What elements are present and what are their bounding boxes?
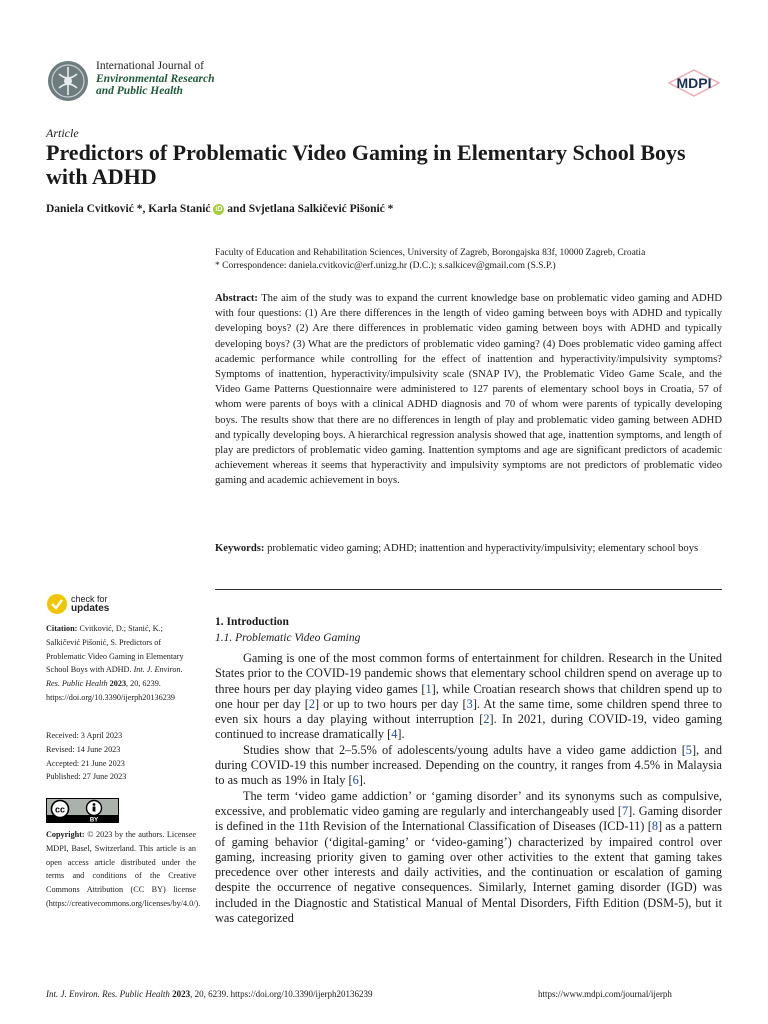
citation-text: Cvitković, D.; Stanić, K.; Salkičević Pišonić, S. Predictors of Problematic Video Gaming in Elementary School Boys with ADHD. — [46, 624, 184, 675]
page-title: Predictors of Problematic Video Gaming in Elementary School Boys with ADHD — [46, 140, 686, 189]
date-revised: Revised: 14 June 2023 — [46, 744, 121, 754]
copyright — [46, 828, 201, 911]
footer-journal: Int. J. Environ. Res. Public Health — [46, 989, 170, 999]
citation-link[interactable]: 4 — [391, 727, 398, 742]
author-2[interactable]: Karla Stanić — [148, 203, 211, 215]
keywords — [215, 541, 722, 556]
journal-name — [96, 60, 215, 98]
citation-link[interactable]: 2 — [483, 712, 490, 727]
journal-name-line2: Environmental Research — [96, 72, 215, 85]
keywords-label: Keywords: — [215, 543, 265, 554]
keywords-text: problematic video gaming; ADHD; inattention and hyperactivity/impulsivity; elementary school boys — [267, 543, 699, 554]
date-accepted: Accepted: 21 June 2023 — [46, 758, 125, 768]
journal-name-line3: and Public Health — [96, 85, 183, 97]
check-for-updates-label[interactable] — [71, 595, 109, 613]
citation-label: Citation: — [46, 624, 78, 633]
journal-name-line1: International Journal of — [96, 60, 204, 72]
author-3[interactable]: and Svjetlana Salkičević Pišonić * — [227, 203, 394, 215]
cc-text: cc — [54, 804, 66, 815]
cc-by-license-icon[interactable] — [46, 798, 119, 823]
paragraph: Studies show that 2–5.5% of adolescents/young adults have a video game addiction [5], and during COVID-19 this number increased. Depending on the country, it ranges from 4.5% in Malaysia to as much as 19% in Italy [6]. — [215, 742, 722, 788]
citation-journal: Int. J. Environ. Res. Public Health — [46, 665, 183, 689]
correspondence: * Correspondence: daniela.cvitkovic@erf.unizg.hr (D.C.); s.salkicev@gmail.com (S.S.P.) — [215, 261, 556, 271]
citation-year: 2023 — [109, 679, 127, 689]
citation-rest[interactable]: , 20, 6239. https://doi.org/10.3390/ijerph20136239 — [46, 679, 176, 702]
citation-link[interactable]: 2 — [308, 696, 316, 711]
citation — [46, 622, 196, 705]
affiliation-block — [215, 247, 720, 273]
paragraph: The term ‘video game addiction’ or ‘gaming disorder’ and its synonyms such as compulsive, excessive, and problematic video gaming are regularly and interchangeably used [7]. Gaming disorder is defined in the 11th Revision of the International Classification of Diseases (ICD-11) [8] as a pattern of gaming behavior (‘digital-gaming’ or ‘video-gaming’) characterized by impaired control over gaming, increasing priority given to gaming over other activities to the extent that gaming takes precedence over other interests and daily activities, and the continuation or escalation of gaming despite the occurrence of negative consequences. Similarly, Internet gaming disorder (IGD) was included in the Diagnostic and Statistical Manual of Mental Disorders, Fifth Edition (DSM-5), but it was categorized — [215, 788, 722, 926]
citation-link[interactable]: 5 — [685, 742, 692, 757]
affiliation: Faculty of Education and Rehabilitation Sciences, University of Zagreb, Borongajska 83f, 10000 Zagreb, Croatia — [215, 248, 646, 258]
copyright-text: © 2023 by the authors. Licensee MDPI, Basel, Switzerland. This article is an open access article distributed under the terms and conditions of the Creative Commons Attribution (CC BY) license (https://creativecommons.org/licenses/by/4.0/). — [46, 830, 201, 908]
footer-citation — [46, 989, 372, 999]
citation-link[interactable]: 6 — [352, 773, 359, 788]
author-1[interactable]: Daniela Cvitković *, — [46, 203, 146, 215]
citation-link[interactable]: 1 — [425, 681, 432, 696]
abstract-text: The aim of the study was to expand the current knowledge base on problematic video gaming and ADHD with four questions: (1) Are there differences in the length of video gaming between boys with ADHD and typically developing boys? (2) Are there differences in problematic video gaming between boys with ADHD and typically developing boys? (3) What are the predictors of problematic video gaming? (4) Does problematic video gaming affect academic performance while controlling for the effect of inattention and hyperactivity/impulsivity symptoms? Symptoms of inattention, hyperactivity/impulsivity scale (SNAP IV), the Problematic Video Game Scale, and the Video Game Patterns Questionnaire were administered to 127 parents of elementary school boys in Croatia, 57 of whom were parents of boys with a clinical ADHD diagnosis and 70 of whom were parents of typically developing boys. The results show that there are no differences in length of play and problematic video gaming between ADHD and typically developing boys. A hierarchical regression analysis showed that age, inattention symptoms, and length of play are predictors of problematic video gaming. Inattention symptoms and age are significant predictors of academic achievement whereas it seems that hyperactivity and impulsivity symptoms are not predictors of problematic video gaming and academic achievement in boys. — [215, 293, 722, 487]
footer-doi[interactable]: , 20, 6239. https://doi.org/10.3390/ijerph20136239 — [190, 989, 373, 999]
citation-link[interactable]: 8 — [651, 819, 658, 834]
mdpi-logo-icon[interactable] — [667, 69, 721, 97]
abstract — [215, 291, 722, 489]
check-line1: check for — [71, 594, 108, 604]
body-text — [215, 651, 722, 926]
author-list — [46, 203, 393, 215]
citation-link[interactable]: 7 — [622, 803, 629, 818]
date-received: Received: 3 April 2023 — [46, 731, 123, 740]
abstract-label: Abstract: — [215, 293, 258, 304]
mdpi-logo-text: MDPI — [676, 75, 712, 91]
publication-dates — [46, 729, 196, 784]
check-for-updates-icon[interactable] — [46, 593, 70, 615]
date-published: Published: 27 June 2023 — [46, 772, 127, 782]
copyright-label: Copyright: — [46, 830, 85, 839]
check-line2: updates — [71, 603, 110, 614]
footer-year: 2023 — [172, 989, 191, 999]
section-heading: 1. Introduction — [215, 616, 289, 628]
article-type: Article — [46, 126, 79, 140]
footer-journal-url[interactable]: https://www.mdpi.com/journal/ijerph — [538, 989, 672, 999]
cc-by-text: BY — [89, 817, 99, 823]
journal-emblem-icon — [47, 60, 89, 102]
subsection-heading: 1.1. Problematic Video Gaming — [215, 632, 361, 644]
orcid-icon[interactable]: iD — [215, 206, 223, 213]
paragraph: Gaming is one of the most common forms of entertainment for children. Research in the United States prior to the COVID-19 pandemic shows that elementary school children spend on average up to three hours per day playing video games [1], while Croatian research shows that children spend up to one hour per day [2] or up to two hours per day [3]. At the same time, some children spend three to even six hours a day playing without interruption [2]. In 2021, during COVID-19, video gaming continued to increase dramatically [4]. — [215, 651, 723, 742]
divider — [215, 589, 722, 590]
citation-link[interactable]: 3 — [466, 696, 473, 711]
